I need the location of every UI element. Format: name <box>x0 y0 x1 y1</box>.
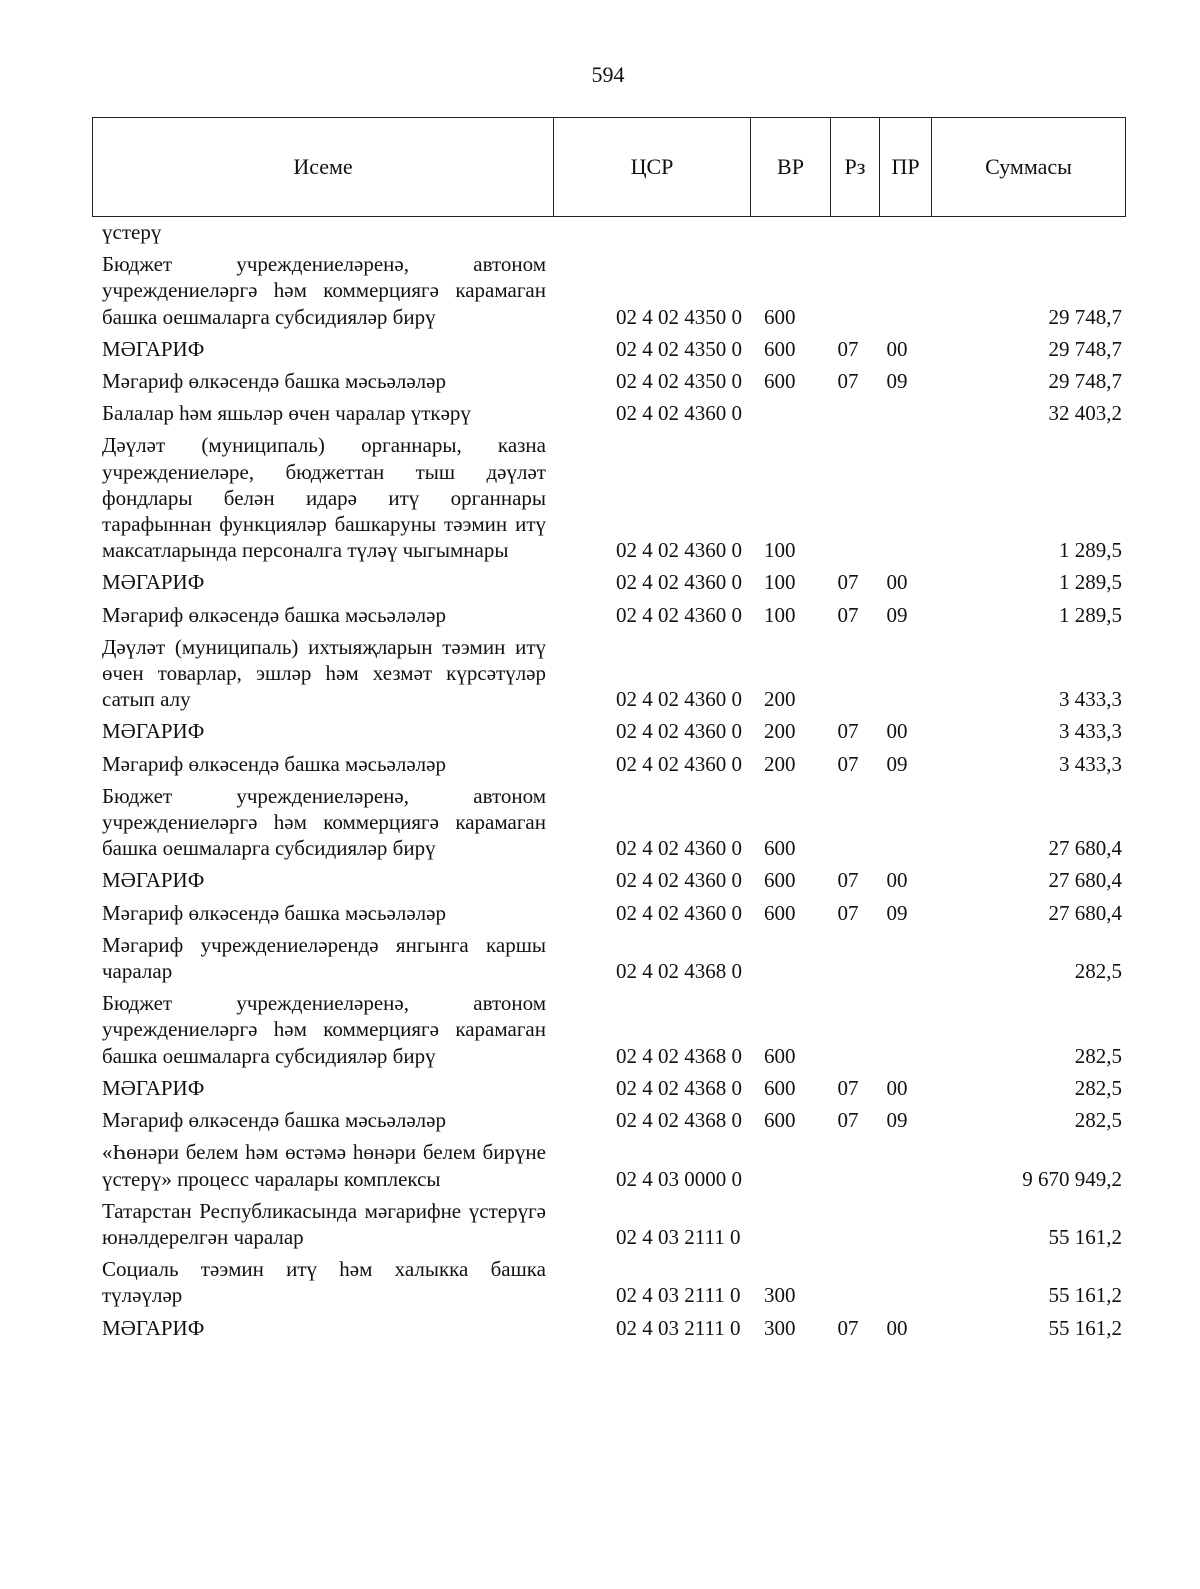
table-row <box>102 1315 1122 1341</box>
row-name: Бюджет учреждениеләренә, автоном учреждениеләргә һәм коммерциягә карамаган башка оешмаларга субсидияләр бирү <box>102 252 546 329</box>
row-name: Мәгариф өлкәсендә башка мәсьәләләр <box>102 369 446 394</box>
row-csr: 02 4 02 4350 0 <box>616 336 742 361</box>
row-vr: 600 <box>764 369 796 394</box>
row-name: МӘГАРИФ <box>102 1315 205 1340</box>
row-vr: 600 <box>764 836 796 861</box>
row-name: Балалар һәм яшьләр өчен чаралар үткәрү <box>102 401 471 426</box>
table-row <box>102 751 1122 777</box>
row-csr: 02 4 02 4360 0 <box>616 401 742 426</box>
row-name: Мәгариф өлкәсендә башка мәсьәләләр <box>102 1108 446 1133</box>
table-header <box>92 117 1126 217</box>
page-number: 594 <box>591 62 625 87</box>
row-pr: 09 <box>886 900 908 925</box>
row-sum: 27 680,4 <box>1048 900 1122 925</box>
row-name: Мәгариф өлкәсендә башка мәсьәләләр <box>102 602 446 627</box>
row-vr: 300 <box>764 1315 796 1340</box>
table-row <box>102 219 1122 245</box>
header-pr: ПР <box>880 118 932 216</box>
row-pr: 00 <box>886 570 908 595</box>
row-vr: 600 <box>764 304 796 329</box>
row-name: Мәгариф өлкәсендә башка мәсьәләләр <box>102 751 446 776</box>
row-sum: 3 433,3 <box>1059 751 1122 776</box>
row-rz: 07 <box>837 1075 859 1100</box>
row-name: Мәгариф өлкәсендә башка мәсьәләләр <box>102 900 446 925</box>
row-sum: 282,5 <box>1074 1075 1122 1100</box>
row-csr: 02 4 02 4350 0 <box>616 369 742 394</box>
row-sum: 55 161,2 <box>1048 1315 1122 1340</box>
row-sum: 55 161,2 <box>1048 1224 1122 1249</box>
header-rz: Рз <box>831 118 880 216</box>
row-csr: 02 4 02 4360 0 <box>616 751 742 776</box>
row-name: Татарстан Республикасында мәгарифне үстерүгә юнәлдерелгән чаралар <box>102 1198 546 1249</box>
table-row <box>102 783 1122 862</box>
row-name: Бюджет учреждениеләренә, автоном учреждениеләргә һәм коммерциягә карамаган башка оешмаларга субсидияләр бирү <box>102 783 546 861</box>
table-row <box>102 900 1122 926</box>
row-sum: 282,5 <box>1074 1108 1122 1133</box>
row-rz: 07 <box>837 751 859 776</box>
row-sum: 1 289,5 <box>1059 602 1122 627</box>
table-row <box>102 569 1122 595</box>
row-name: Бюджет учреждениеләренә, автоном учреждениеләргә һәм коммерциягә карамаган башка оешмаларга субсидияләр бирү <box>102 991 546 1068</box>
row-csr: 02 4 02 4350 0 <box>616 304 742 329</box>
row-sum: 1 289,5 <box>1059 538 1122 563</box>
row-csr: 02 4 02 4360 0 <box>616 719 742 744</box>
table-row <box>102 1198 1122 1250</box>
row-rz: 07 <box>837 602 859 627</box>
table-row <box>102 400 1122 426</box>
row-pr: 00 <box>886 868 908 893</box>
table-row <box>102 1256 1122 1308</box>
row-rz: 07 <box>837 719 859 744</box>
row-name: МӘГАРИФ <box>102 868 205 893</box>
row-vr: 600 <box>764 900 796 925</box>
row-name: Социаль тәэмин итү һәм халыкка башка түләүләр <box>102 1257 546 1308</box>
row-csr: 02 4 02 4360 0 <box>616 602 742 627</box>
row-rz: 07 <box>837 1108 859 1133</box>
row-name: МӘГАРИФ <box>102 1075 205 1100</box>
table-row <box>102 718 1122 744</box>
row-csr: 02 4 02 4368 0 <box>616 1108 742 1133</box>
table-row <box>102 1075 1122 1101</box>
row-rz: 07 <box>837 369 859 394</box>
row-vr: 600 <box>764 1075 796 1100</box>
row-vr: 600 <box>764 1108 796 1133</box>
row-vr: 100 <box>764 602 796 627</box>
row-rz: 07 <box>837 868 859 893</box>
row-name: МӘГАРИФ <box>102 336 205 361</box>
table-row <box>102 1107 1122 1133</box>
row-pr: 09 <box>886 602 908 627</box>
row-pr: 00 <box>886 336 908 361</box>
row-csr: 02 4 02 4360 0 <box>616 868 742 893</box>
table-body <box>102 219 1122 1347</box>
row-csr: 02 4 03 0000 0 <box>616 1166 742 1191</box>
header-vr: ВР <box>751 118 831 216</box>
row-csr: 02 4 02 4368 0 <box>616 1043 742 1068</box>
row-vr: 600 <box>764 1043 796 1068</box>
row-name: Дәүләт (муниципаль) органнары, казна учреждениеләре, бюджеттан тыш дәүләт фондлары белән идарә итү органнары тарафыннан функцияләр башкаруны тәэмин итү максатларында персоналга түләү чыгымнары <box>102 433 546 563</box>
table-row <box>102 867 1122 893</box>
table-row <box>102 336 1122 362</box>
row-name: «Һөнәри белем һәм өстәмә һөнәри белем бирүне үстерү» процесс чаралары комплексы <box>102 1140 546 1191</box>
table-row <box>102 602 1122 628</box>
row-csr: 02 4 02 4360 0 <box>616 687 742 712</box>
row-csr: 02 4 02 4360 0 <box>616 570 742 595</box>
row-sum: 3 433,3 <box>1059 719 1122 744</box>
row-sum: 1 289,5 <box>1059 570 1122 595</box>
row-csr: 02 4 02 4368 0 <box>616 959 742 984</box>
row-name: Мәгариф учреждениеләрендә янгынга каршы чаралар <box>102 932 546 984</box>
row-vr: 600 <box>764 868 796 893</box>
table-row <box>102 432 1122 563</box>
row-vr: 300 <box>764 1283 796 1308</box>
row-csr: 02 4 02 4360 0 <box>616 836 742 861</box>
row-csr: 02 4 02 4360 0 <box>616 900 742 925</box>
row-pr: 00 <box>886 1315 908 1340</box>
table-row <box>102 932 1122 984</box>
row-rz: 07 <box>837 336 859 361</box>
row-sum: 3 433,3 <box>1059 687 1122 712</box>
row-csr: 02 4 03 2111 0 <box>616 1224 741 1249</box>
row-rz: 07 <box>837 1315 859 1340</box>
row-pr: 09 <box>886 1108 908 1133</box>
row-csr: 02 4 02 4360 0 <box>616 538 742 563</box>
table-row <box>102 990 1122 1069</box>
row-name: МӘГАРИФ <box>102 570 205 595</box>
row-pr: 09 <box>886 369 908 394</box>
row-vr: 100 <box>764 538 796 563</box>
row-vr: 200 <box>764 751 796 776</box>
table-row <box>102 251 1122 330</box>
row-csr: 02 4 03 2111 0 <box>616 1315 741 1340</box>
row-name: МӘГАРИФ <box>102 719 205 744</box>
header-name: Исеме <box>93 118 554 216</box>
row-sum: 29 748,7 <box>1048 336 1122 361</box>
row-sum: 282,5 <box>1074 959 1122 984</box>
header-csr: ЦСР <box>554 118 751 216</box>
table-row <box>102 634 1122 713</box>
row-rz: 07 <box>837 570 859 595</box>
row-sum: 29 748,7 <box>1048 369 1122 394</box>
row-sum: 282,5 <box>1074 1043 1122 1068</box>
row-pr: 00 <box>886 719 908 744</box>
row-sum: 27 680,4 <box>1048 868 1122 893</box>
row-pr: 00 <box>886 1075 908 1100</box>
row-sum: 29 748,7 <box>1048 304 1122 329</box>
row-sum: 27 680,4 <box>1048 836 1122 861</box>
row-csr: 02 4 03 2111 0 <box>616 1283 741 1308</box>
header-sum: Суммасы <box>985 154 1072 179</box>
row-name: Дәүләт (муниципаль) ихтыяҗларын тәэмин итү өчен товарлар, эшләр һәм хезмәт күрсәтүләр сатып алу <box>102 634 546 712</box>
row-pr: 09 <box>886 751 908 776</box>
row-sum: 9 670 949,2 <box>1022 1166 1122 1191</box>
table-row <box>102 1139 1122 1191</box>
row-vr: 200 <box>764 719 796 744</box>
row-rz: 07 <box>837 900 859 925</box>
row-name: үстерү <box>102 220 162 244</box>
row-sum: 55 161,2 <box>1048 1283 1122 1308</box>
row-vr: 600 <box>764 336 796 361</box>
table-row <box>102 368 1122 394</box>
row-vr: 200 <box>764 687 796 712</box>
row-csr: 02 4 02 4368 0 <box>616 1075 742 1100</box>
row-vr: 100 <box>764 570 796 595</box>
row-sum: 32 403,2 <box>1048 401 1122 426</box>
